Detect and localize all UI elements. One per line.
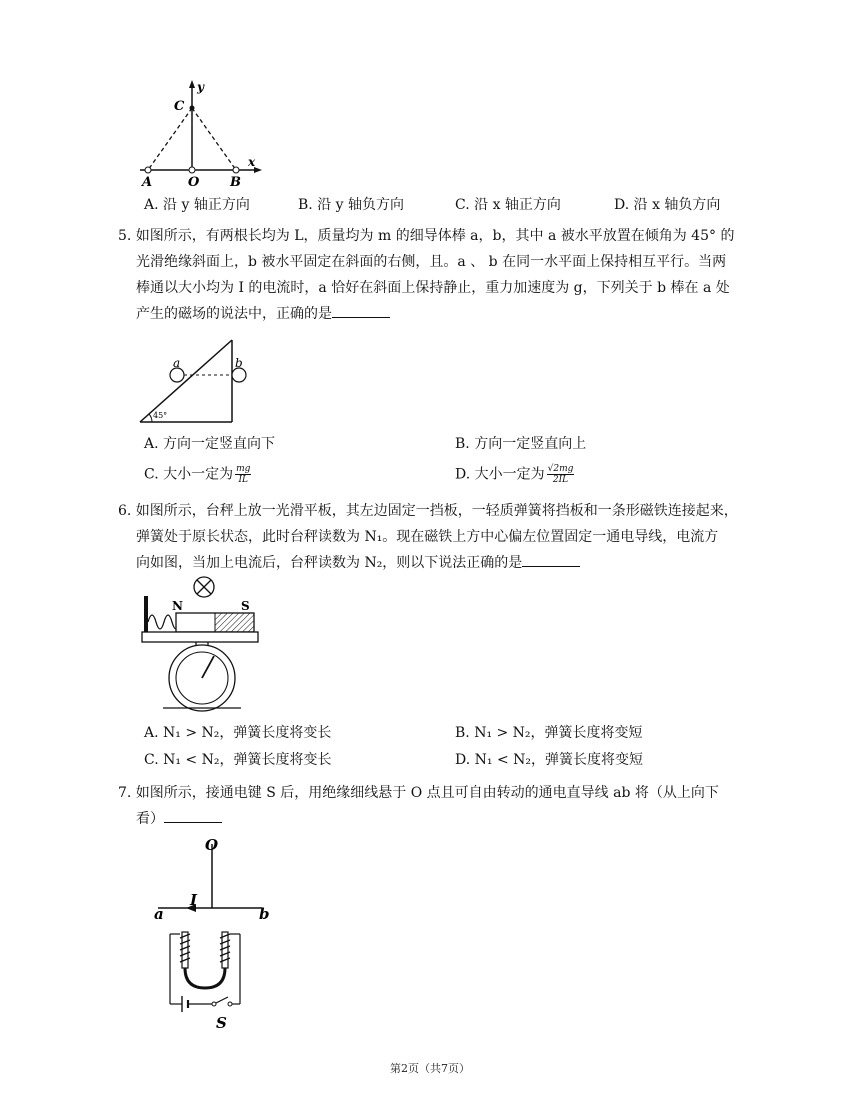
q5-line-4: 产生的磁场的说法中，正确的是 (136, 306, 332, 322)
q6-line-3: 向如图，当加上电流后，台秤读数为 N₂，则以下说法正确的是 (136, 555, 523, 571)
q7-stem (118, 781, 768, 831)
q4-option-b[interactable]: B. 沿 y 轴负方向 (298, 197, 404, 213)
q5-line-2: 光滑绝缘斜面上，b 被水平固定在斜面的右侧，且。a 、 b 在同一水平面上保持相互平行。当两 (136, 254, 727, 270)
fig6-label-s: S (241, 599, 250, 613)
fig4-label-y: y (197, 80, 204, 94)
fig6-label-n: N (172, 599, 183, 613)
q6-stem (118, 499, 768, 575)
q5-option-c-numerator: mg (236, 464, 251, 474)
q5-option-d[interactable] (455, 464, 574, 485)
q5-line-1: 5. 如图所示，有两根长均为 L，质量均为 m 的细导体棒 a，b，其中 a 被水平放置在倾角为 45° 的 (118, 228, 735, 244)
q6-option-b[interactable]: B. N₁ > N₂，弹簧长度将变短 (455, 725, 643, 741)
q6-answer-blank[interactable] (522, 552, 580, 567)
fig5-label-b: b (235, 356, 243, 370)
q5-option-d-numerator: √2mg (547, 464, 574, 474)
q5-option-c[interactable] (144, 464, 251, 485)
q4-option-d[interactable]: D. 沿 x 轴负方向 (614, 197, 721, 213)
fig7-label-i: I (190, 891, 198, 909)
q6-option-a[interactable]: A. N₁ > N₂，弹簧长度将变长 (144, 725, 332, 741)
q4-option-c[interactable]: C. 沿 x 轴正方向 (455, 197, 561, 213)
q5-option-a[interactable]: A. 方向一定竖直向下 (144, 436, 276, 452)
q5-option-d-text: D. 大小一定为 (455, 466, 545, 483)
q6-line-1: 6. 如图所示，台秤上放一光滑平板，其左边固定一挡板，一轻质弹簧将挡板和一条形磁铁连接起来， (118, 503, 738, 519)
q5-option-c-fraction (235, 464, 251, 485)
q5-option-c-text: C. 大小一定为 (144, 466, 234, 483)
q4-option-a[interactable]: A. 沿 y 轴正方向 (144, 197, 250, 213)
q5-stem (118, 224, 768, 326)
page-footer: 第2页（共7页） (390, 1062, 470, 1075)
q7-answer-blank[interactable] (164, 808, 222, 823)
figure-q5-incline (138, 338, 248, 428)
fig7-label-b: b (259, 905, 270, 923)
figure-q7-electromagnet (140, 836, 280, 1036)
fig5-label-angle: 45° (153, 411, 168, 420)
q7-line-1: 7. 如图所示，接通电键 S 后，用绝缘细线悬于 O 点且可自由转动的通电直导线 ab 将（从上向下 (118, 785, 719, 801)
q5-option-c-denominator: IL (238, 475, 249, 485)
figure-q4-axes (130, 78, 270, 190)
figure-q6-scale (138, 572, 268, 712)
fig5-label-a: a (173, 356, 181, 370)
fig7-label-a: a (154, 905, 164, 923)
q5-line-3: 棒通以大小均为 I 的电流时，a 恰好在斜面上保持静止，重力加速度为 g，下列关于 b 棒在 a 处 (136, 280, 730, 296)
q5-option-d-denominator: 2IL (552, 475, 569, 485)
q6-option-c[interactable]: C. N₁ < N₂，弹簧长度将变长 (144, 752, 332, 768)
fig4-label-c: C (174, 99, 185, 114)
fig4-label-a: A (142, 175, 153, 190)
q6-option-d[interactable]: D. N₁ < N₂，弹簧长度将变短 (455, 752, 643, 768)
q5-answer-blank[interactable] (332, 303, 390, 318)
q5-option-d-fraction (547, 464, 575, 485)
q5-line-4-wrap (118, 302, 768, 326)
q5-option-b[interactable]: B. 方向一定竖直向上 (455, 436, 587, 452)
fig7-label-s: S (216, 1014, 227, 1032)
fig4-label-x: x (248, 155, 256, 169)
fig4-label-b: B (230, 175, 241, 190)
fig4-label-o: O (188, 175, 200, 190)
q6-line-2: 弹簧处于原长状态，此时台秤读数为 N₁。现在磁铁上方中心偏左位置固定一通电导线，电流方 (136, 529, 719, 545)
fig7-label-o: O (205, 836, 219, 854)
q7-line-2-wrap (118, 807, 768, 831)
q7-line-2: 看） (136, 811, 164, 827)
